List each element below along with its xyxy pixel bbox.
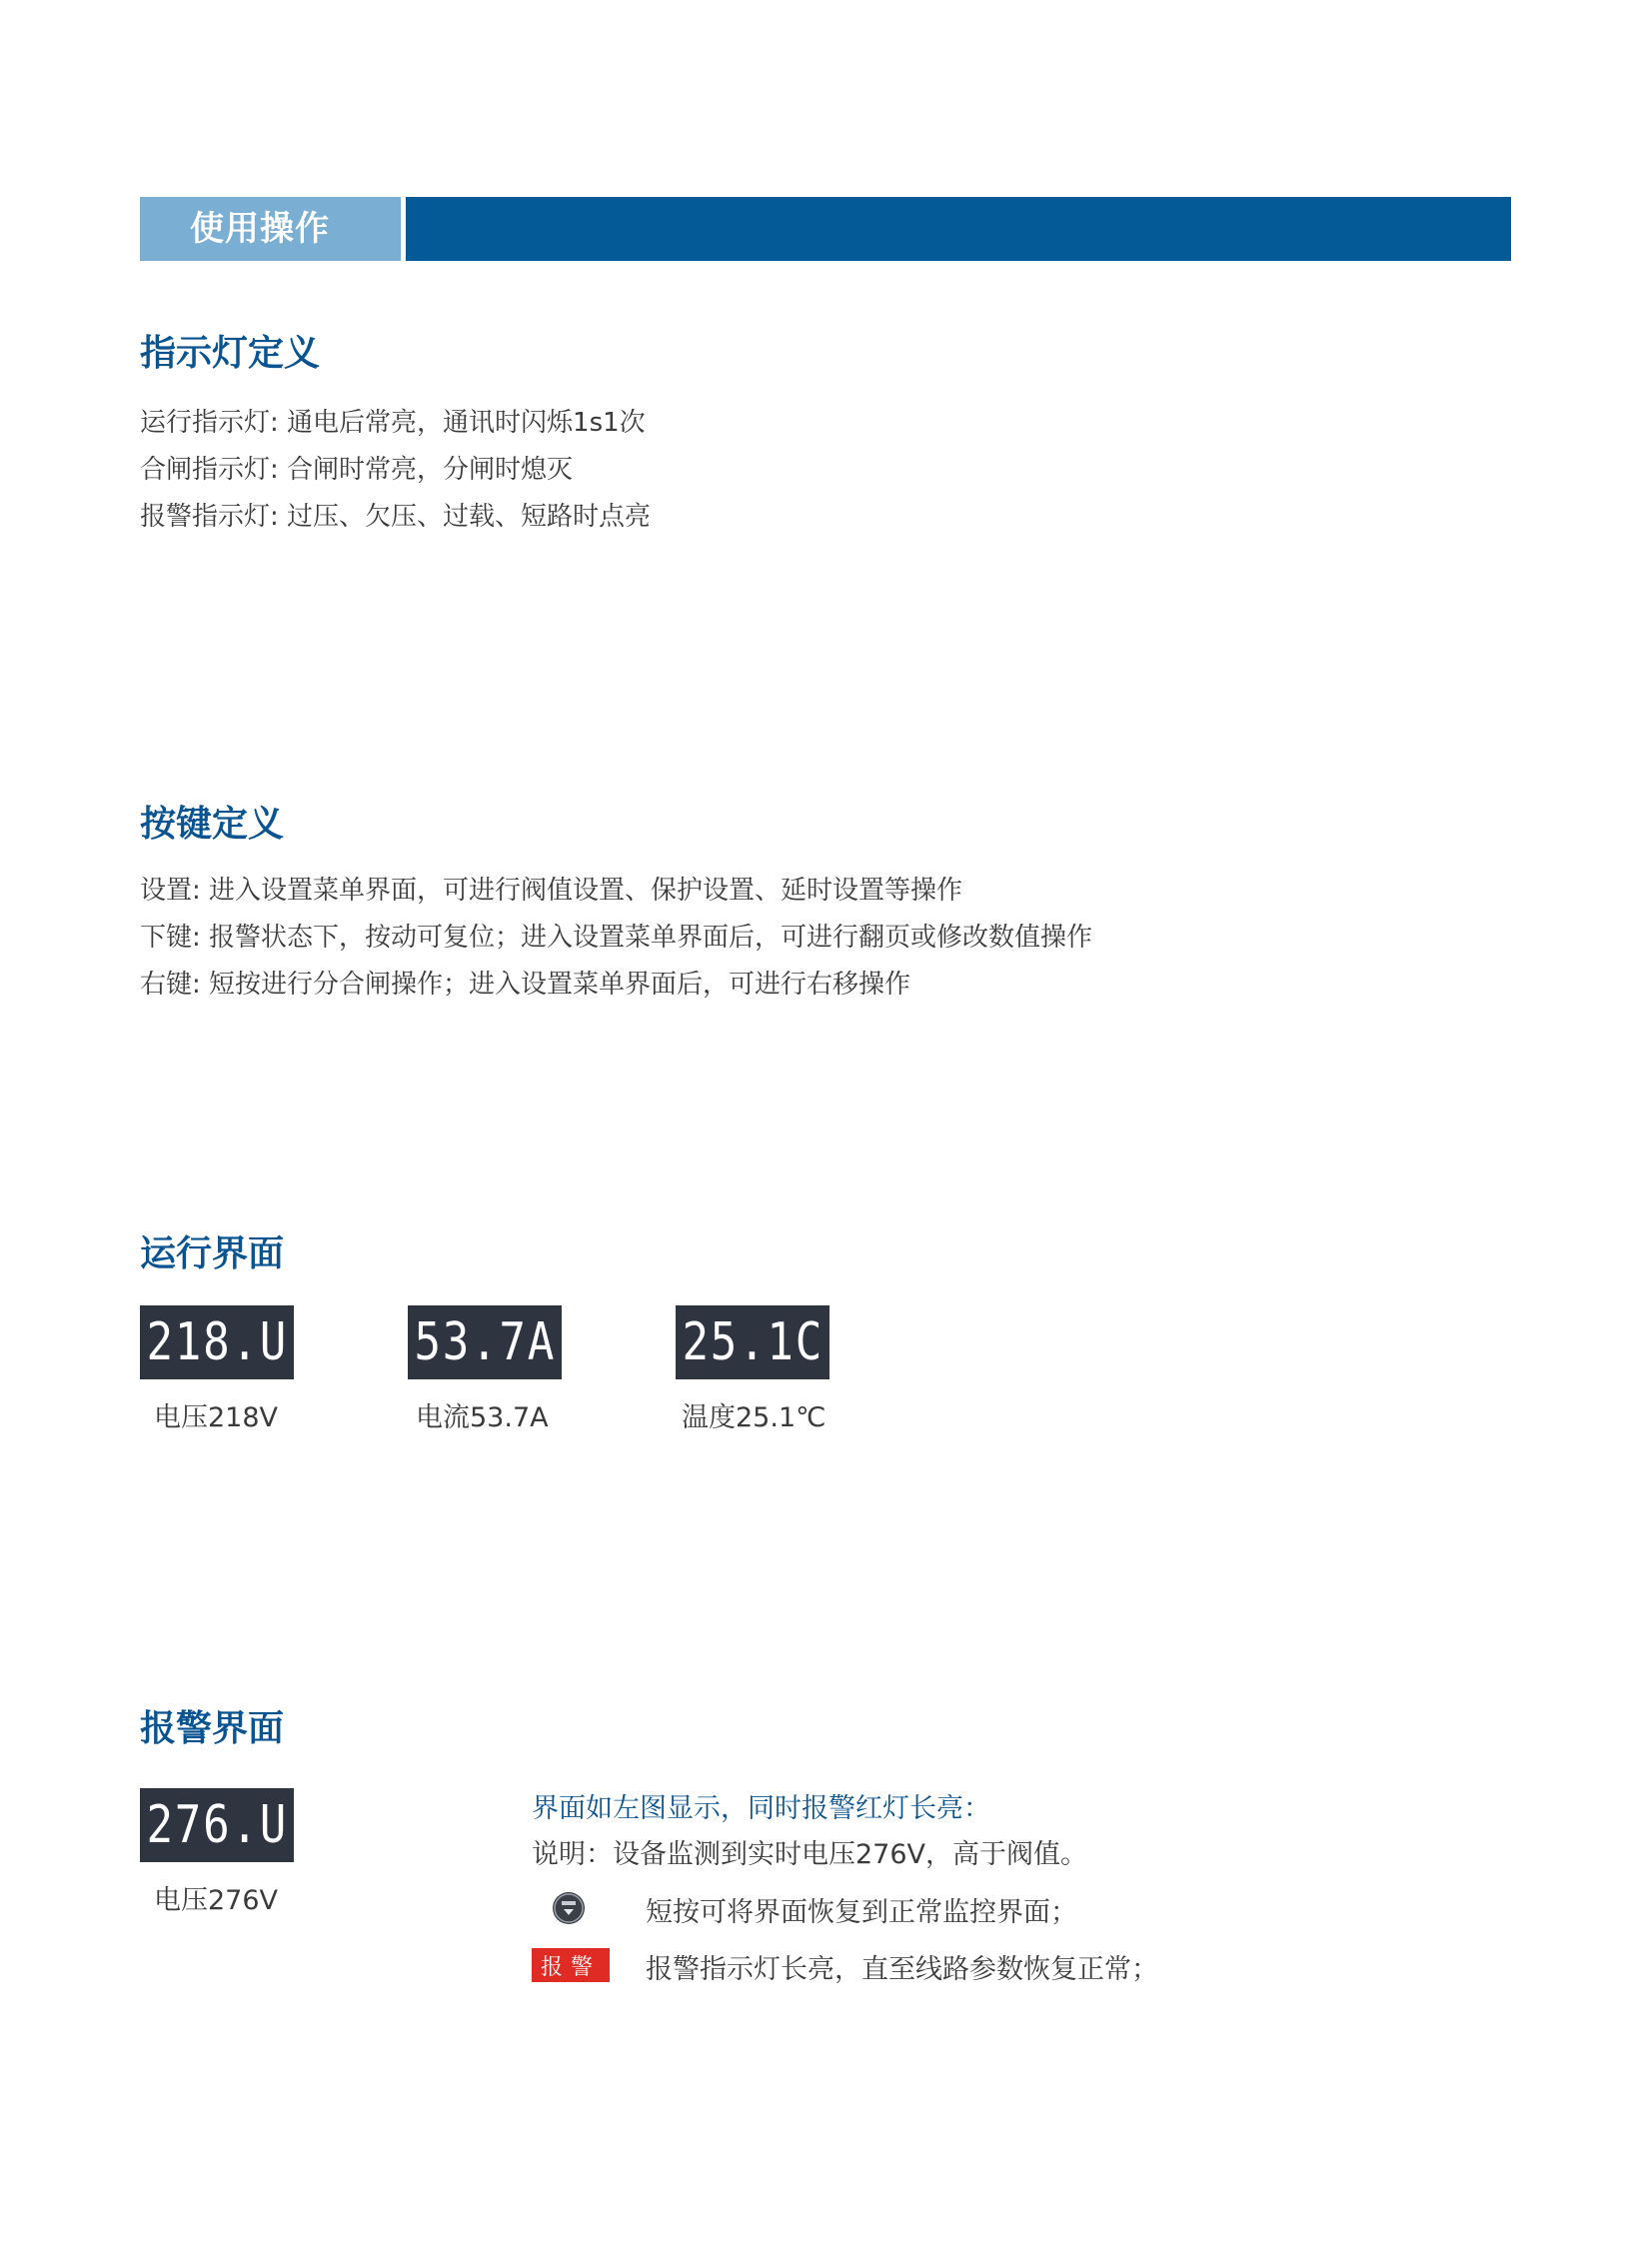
alarm-info-title: 界面如左图显示，同时报警红灯长亮： <box>532 1793 990 1824</box>
alarm-voltage-caption: 电压276V <box>154 1885 279 1916</box>
alarm-voltage-lcd-value: 276.U <box>146 1795 288 1855</box>
indicator-line: 运行指示灯: 通电后常亮，通讯时闪烁1s1次 <box>140 408 646 438</box>
temperature-lcd-value: 25.1C <box>682 1312 824 1372</box>
reset-instruction: 短按可将界面恢复到正常监控界面； <box>646 1897 1077 1928</box>
voltage-lcd-value: 218.U <box>146 1312 288 1372</box>
section-banner <box>140 197 1511 261</box>
keys-line: 设置: 进入设置菜单界面，可进行阀值设置、保护设置、延时设置等操作 <box>140 876 963 906</box>
reset-glyph-icon <box>553 1892 585 1924</box>
indicator-line: 合闸指示灯: 合闸时常亮，分闸时熄灭 <box>140 455 574 485</box>
banner-bar <box>406 197 1511 261</box>
temperature-caption: 温度25.1℃ <box>682 1402 826 1433</box>
alarm-voltage-lcd-display <box>140 1788 294 1862</box>
alarm-section-title: 报警界面 <box>140 1708 285 1749</box>
keys-section-title: 按键定义 <box>140 804 285 845</box>
indicator-section-title: 指示灯定义 <box>140 333 321 374</box>
alarm-badge-instruction: 报警指示灯长亮，直至线路参数恢复正常； <box>646 1954 1158 1985</box>
alarm-badge: 报警 <box>532 1948 610 1982</box>
voltage-caption: 电压218V <box>154 1402 279 1433</box>
current-lcd-value: 53.7A <box>414 1312 556 1372</box>
running-section-title: 运行界面 <box>140 1233 285 1274</box>
alarm-info-desc: 说明：设备监测到实时电压276V，高于阀值。 <box>532 1839 1088 1870</box>
keys-line: 右键: 短按进行分合闸操作；进入设置菜单界面后，可进行右移操作 <box>140 970 911 1000</box>
current-caption: 电流53.7A <box>416 1402 549 1433</box>
temperature-lcd-display <box>676 1305 829 1379</box>
keys-line: 下键: 报警状态下，按动可复位；进入设置菜单界面后，可进行翻页或修改数值操作 <box>140 923 1093 953</box>
banner-title: 使用操作 <box>190 209 330 249</box>
indicator-line: 报警指示灯: 过压、欠压、过载、短路时点亮 <box>140 502 652 532</box>
reset-button-icon <box>553 1892 585 1924</box>
current-lcd-display <box>408 1305 562 1379</box>
banner-tab <box>140 197 401 261</box>
voltage-lcd-display <box>140 1305 294 1379</box>
